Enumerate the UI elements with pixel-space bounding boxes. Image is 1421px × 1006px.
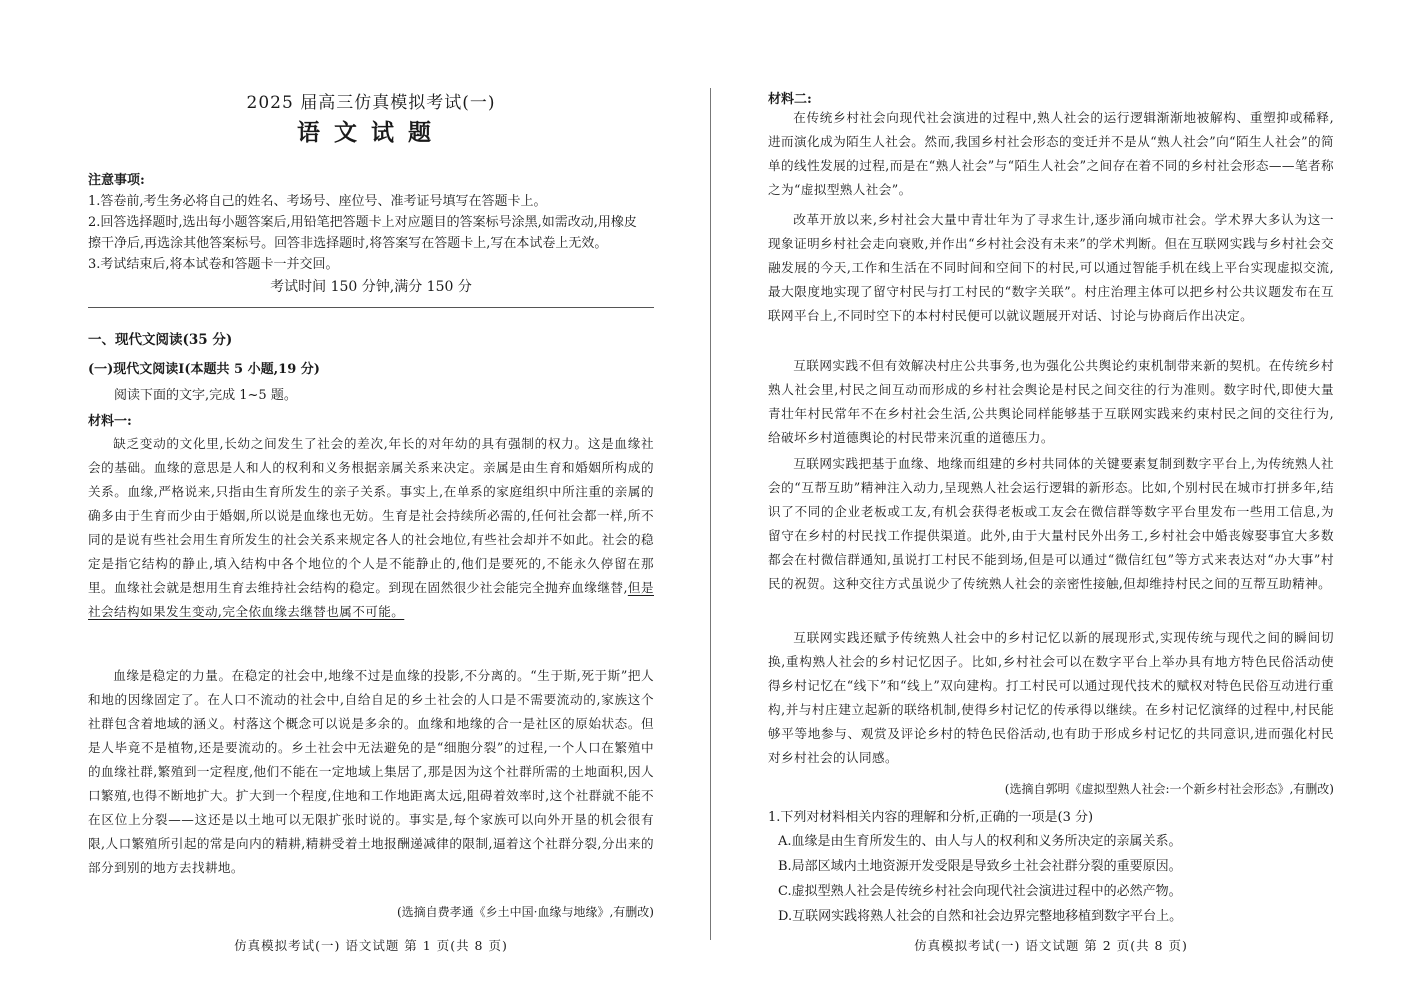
- source-citation: (选摘自郭明《虚拟型熟人社会:一个新乡村社会形态》,有删改): [1004, 782, 1334, 796]
- paragraph-1: 在传统乡村社会向现代社会演进的过程中,熟人社会的运行逻辑渐渐地被解构、重塑抑或稀释,进而演化成为陌生人社会。然而,我国乡村社会形态的变迁并不是从“熟人社会”向“陌生人社会”的简单的线性发展的过程,而是在“熟人社会”与“陌生人社会”之间存在着不同的乡村社会形态——笔者称之为“虚拟型熟人社会”。: [768, 110, 1334, 197]
- paragraph-5: 互联网实践还赋予传统熟人社会中的乡村记忆以新的展现形式,实现传统与现代之间的瞬间切换,重构熟人社会的乡村记忆因子。比如,乡村社会可以在数字平台上举办具有地方特色民俗活动使得乡村记忆在“线下”和“线上”双向建构。打工村民可以通过现代技术的赋权对特色民俗互动进行重构,并与村庄建立起新的联络机制,使得乡村记忆的传承得以继续。在乡村记忆演绎的过程中,村民能够平等地参与、观赏及评论乡村的特色民俗活动,也有助于形成乡村记忆的共同意识,进而强化村民对乡村社会的认同感。: [768, 630, 1334, 765]
- notes-block: [88, 170, 654, 275]
- option-d: D.互联网实践将熟人社会的自然和社会边界完整地移植到数字平台上。: [778, 909, 1183, 924]
- paragraph-4: 互联网实践把基于血缘、地缘而组建的乡村共同体的关键要素复制到数字平台上,为传统熟人社会的“互帮互助”精神注入动力,呈现熟人社会运行逻辑的新形态。比如,个别村民在城市打拼多年,结识了不同的企业老板或工友,有机会获得老板或工友会在微信群等数字平台里发布一些用工信息,为留守在乡村的村民找工作提供渠道。此外,由于大量村民外出务工,乡村社会中婚丧嫁娶事宜大多数都会在村微信群通知,虽说打工村民不能到场,但是可以通过“微信红包”等方式来表达对“办大事”村民的祝贺。这种交往方式虽说少了传统熟人社会的亲密性接触,但却维持村民之间的互帮互助精神。: [768, 456, 1334, 591]
- page-2: [768, 0, 1334, 1006]
- page-1: [88, 0, 654, 1006]
- page-footer: 仿真模拟考试(一) 语文试题 第 1 页(共 8 页): [234, 938, 508, 953]
- exam-title: 2025 届高三仿真模拟考试(一): [246, 93, 496, 113]
- paragraph-2: 改革开放以来,乡村社会大量中青壮年为了寻求生计,逐步涌向城市社会。学术界大多认为这一现象证明乡村社会走向衰败,并作出“乡村社会没有未来”的学术判断。但在互联网实践与乡村社会交融发展的今天,工作和生活在不同时间和空间下的村民,可以通过智能手机在线上平台实现虚拟交流,最大限度地实现了留守村民与打工村民的“数字关联”。村庄治理主体可以把乡村公共议题发布在互联网平台上,不同时空下的本村村民便可以就议题展开对话、讨论与协商后作出决定。: [768, 212, 1334, 323]
- question-1: 1.下列对材料相关内容的理解和分析,正确的一项是(3 分): [768, 810, 1094, 825]
- header-rule: [88, 307, 654, 308]
- source-citation: (选摘自费孝通《乡土中国·血缘与地缘》,有删改): [397, 905, 654, 919]
- note-item: 2.回答选择题时,选出每小题答案后,用铅笔把答题卡上对应题目的答案标号涂黑,如需改动,用橡皮: [88, 215, 637, 230]
- paragraph-1: [88, 432, 654, 624]
- underlined-sentence: 但是社会结构如果发生变动,完全依血缘去继替也属不可能。: [88, 580, 654, 619]
- note-item: 擦干净后,再选涂其他答案标号。回答非选择题时,将答案写在答题卡上,写在本试卷上无效。: [88, 236, 608, 251]
- subject-title: 语文试题: [297, 119, 445, 146]
- paragraph-2: 血缘是稳定的力量。在稳定的社会中,地缘不过是血缘的投影,不分离的。“生于斯,死于斯”把人和地的因缘固定了。在人口不流动的社会中,自给自足的乡土社会的人口是不需要流动的,家族这个社群包含着地域的涵义。村落这个概念可以说是多余的。血缘和地缘的合一是社区的原始状态。但是人毕竟不是植物,还是要流动的。乡土社会中无法避免的是“细胞分裂”的过程,一个人口在繁殖中的血缘社群,繁殖到一定程度,他们不能在一定地域上集居了,那是因为这个社群所需的土地面积,因人口繁殖,也得不断地扩大。扩大到一个程度,住地和工作地距离太远,阻碍着效率时,这个社群就不能不在区位上分裂——这还是以土地可以无限扩张时说的。事实是,每个家族可以向外开垦的机会很有限,人口繁殖所引起的常是向内的精耕,精耕受着土地报酬递减律的限制,逼着这个社群分裂,分出来的部分到别的地方去找耕地。: [88, 668, 654, 875]
- option-c: C.虚拟型熟人社会是传统乡村社会向现代社会演进过程中的必然产物。: [778, 884, 1182, 899]
- page-divider: [710, 88, 711, 940]
- paragraph-1-text: 缺乏变动的文化里,长幼之间发生了社会的差次,年长的对年幼的具有强制的权力。这是血缘社会的基础。血缘的意思是人和人的权利和义务根据亲属关系来决定。亲属是由生育和婚姻所构成的关系。血缘,严格说来,只指由生育所发生的亲子关系。事实上,在单系的家庭组织中所注重的亲属的确多由于生育而少由于婚姻,所以说是血缘也无妨。生育是社会持续所必需的,任何社会都一样,所不同的是说有些社会用生育所发生的社会关系来规定各人的社会地位,有些社会却并不如此。社会的稳定是指它结构的静止,填入结构中各个地位的个人是不能静止的,他们是要死的,不能永久停留在那里。血缘社会就是想用生育去维持社会结构的稳定。到现在固然很少社会能完全抛弃血缘继替,: [88, 436, 654, 595]
- option-a: A.血缘是由生育所发生的、由人与人的权利和义务所决定的亲属关系。: [778, 834, 1182, 849]
- paragraph-3: 互联网实践不但有效解决村庄公共事务,也为强化公共舆论约束机制带来新的契机。在传统乡村熟人社会里,村民之间互动而形成的乡村社会舆论是村民之间交往的行为准则。数字时代,即使大量青壮年村民常年不在乡村社会生活,公共舆论同样能够基于互联网实践来约束村民之间的交往行为,给破坏乡村道德舆论的村民带来沉重的道德压力。: [768, 358, 1334, 445]
- note-item: 1.答卷前,考生务必将自己的姓名、考场号、座位号、准考证号填写在答题卡上。: [88, 194, 547, 209]
- note-item: 3.考试结束后,将本试卷和答题卡一并交回。: [88, 257, 339, 272]
- time-note: 考试时间 150 分钟,满分 150 分: [270, 279, 472, 295]
- instruction: 阅读下面的文字,完成 1~5 题。: [114, 388, 297, 403]
- material-label: 材料二:: [768, 92, 812, 107]
- notes-heading: 注意事项:: [88, 173, 145, 188]
- section-heading: 一、现代文阅读(35 分): [88, 332, 233, 348]
- material-label: 材料一:: [88, 414, 132, 429]
- page-footer: 仿真模拟考试(一) 语文试题 第 2 页(共 8 页): [914, 938, 1188, 953]
- option-b: B.局部区域内土地资源开发受限是导致乡土社会社群分裂的重要原因。: [778, 859, 1182, 874]
- subsection-heading: (一)现代文阅读Ⅰ(本题共 5 小题,19 分): [88, 362, 320, 377]
